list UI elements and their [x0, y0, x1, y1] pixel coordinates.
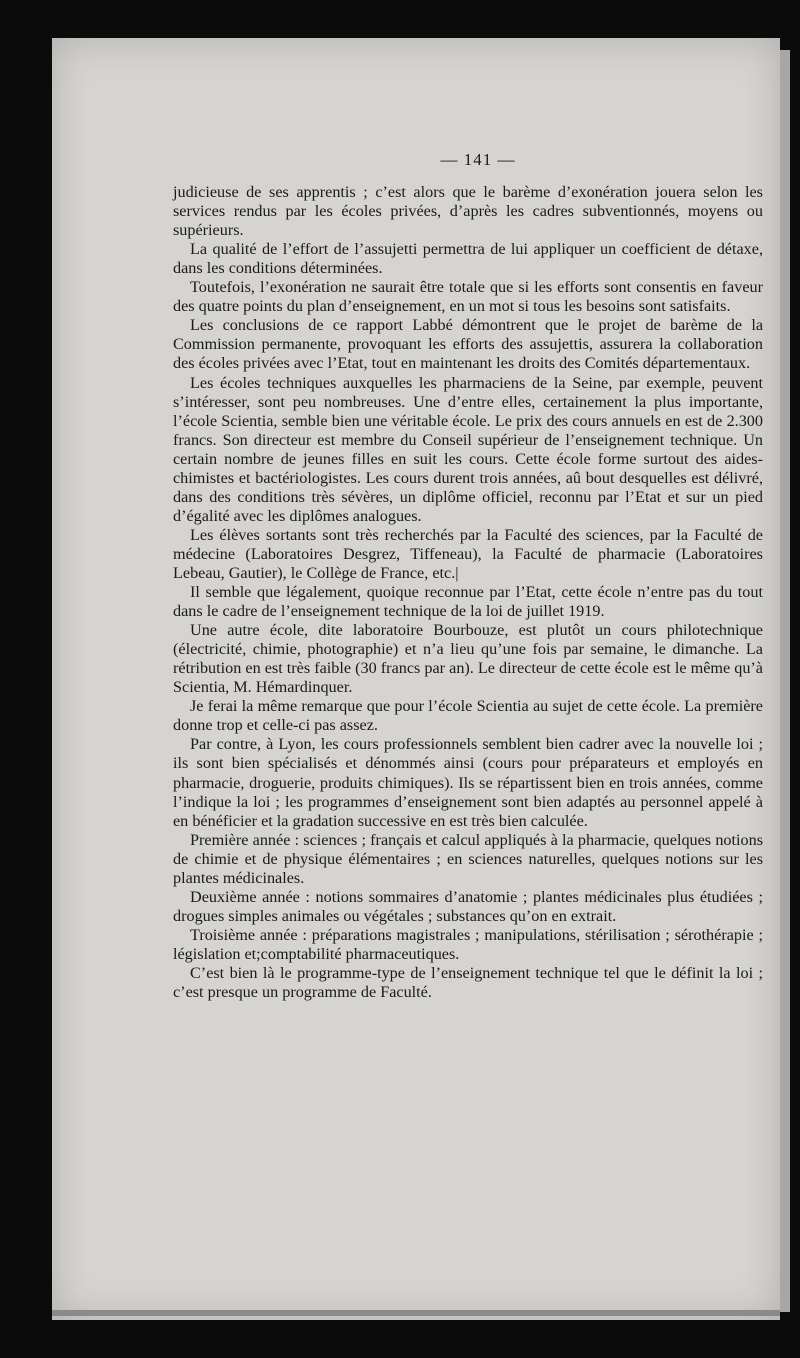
paragraph: Les élèves sortants sont très recherchés par la Faculté des sciences, par la Faculté de médecine (Laboratoires Desgrez, Tiffeneau), la Faculté de pharmacie (Laboratoires Lebeau, Gautier), le Collège de France, etc.| [173, 525, 763, 582]
paragraph: Toutefois, l’exonération ne saurait être totale que si les efforts sont consentis en faveur des quatre points du plan d’enseignement, en un mot si tous les besoins sont satisfaits. [173, 278, 763, 316]
paragraph: Deuxième année : notions sommaires d’anatomie ; plantes médicinales plus étudiées ; drogues simples animales ou végétales ; substances qu’on en extrait. [173, 887, 763, 925]
paragraph: Troisième année : préparations magistrales ; manipulations, stérilisation ; sérothérapie ; législation et;comptabilité pharmaceutiques. [173, 925, 763, 963]
paragraph: Les conclusions de ce rapport Labbé démontrent que le projet de barème de la Commission permanente, provoquant les efforts des assujettis, assurera la collaboration des écoles privées avec l’Etat, tout en maintenant les droits des Comités départementaux. [173, 316, 763, 373]
page-bottom-edge [52, 1310, 780, 1316]
page-edge [780, 50, 790, 1312]
paragraph: judicieuse de ses apprentis ; c’est alors que le barème d’exonération jouera selon les services rendus par les écoles privées, d’après les cadres subventionnés, moyens ou supérieurs. [173, 183, 763, 240]
paragraph: Il semble que légalement, quoique reconnue par l’Etat, cette école n’entre pas du tout dans le cadre de l’enseignement technique de la loi de juillet 1919. [173, 583, 763, 621]
page-number: — 141 — [440, 150, 516, 169]
paragraph: Les écoles techniques auxquelles les pharmaciens de la Seine, par exemple, peuvent s’intéresser, sont peu nombreuses. Une d’entre elles, certainement la plus importante, l’école Scientia, semble bien une véritable école. Le prix des cours annuels en est de 2.300 francs. Son directeur est membre du Conseil supérieur de l’enseignement technique. Un certain nombre de jeunes filles en suit les cours. Cette école forme surtout des aides-chimistes et bactériologistes. Les cours durent trois années, aû bout desquelles est délivré, dans des conditions très sévères, un diplôme officiel, reconnu par l’Etat et sur un pied d’égalité avec les diplômes analogues. [173, 373, 763, 525]
paragraph: Une autre école, dite laboratoire Bourbouze, est plutôt un cours philotechnique (électricité, chimie, photographie) et n’a lieu qu’une fois par semaine, le dimanche. La rétribution en est très faible (30 francs par an). Le directeur de cette école est le même qu’à Scientia, M. Hémardinquer. [173, 621, 763, 697]
page-content [173, 150, 763, 1002]
paragraph: Je ferai la même remarque que pour l’école Scientia au sujet de cette école. La première donne trop et celle-ci pas assez. [173, 697, 763, 735]
paragraph: C’est bien là le programme-type de l’enseignement technique tel que le définit la loi ; c’est presque un programme de Faculté. [173, 963, 763, 1002]
paragraph: Première année : sciences ; français et calcul appliqués à la pharmacie, quelques notions de chimie et de physique élémentaires ; en sciences naturelles, quelques notions sur les plantes médicinales. [173, 830, 763, 887]
paragraph: Par contre, à Lyon, les cours professionnels semblent bien cadrer avec la nouvelle loi ; ils sont bien spécialisés et dénommés ainsi (cours pour préparateurs et employés en pharmacie, droguerie, produits chimiques). Ils se répartissent bien en trois années, comme l’indique la loi ; les programmes d’enseignement sont bien adaptés au personnel appelé à en bénéficier et la gradation successive en est très bien calculée. [173, 735, 763, 830]
paragraph: La qualité de l’effort de l’assujetti permettra de lui appliquer un coefficient de détaxe, dans les conditions déterminées. [173, 240, 763, 278]
